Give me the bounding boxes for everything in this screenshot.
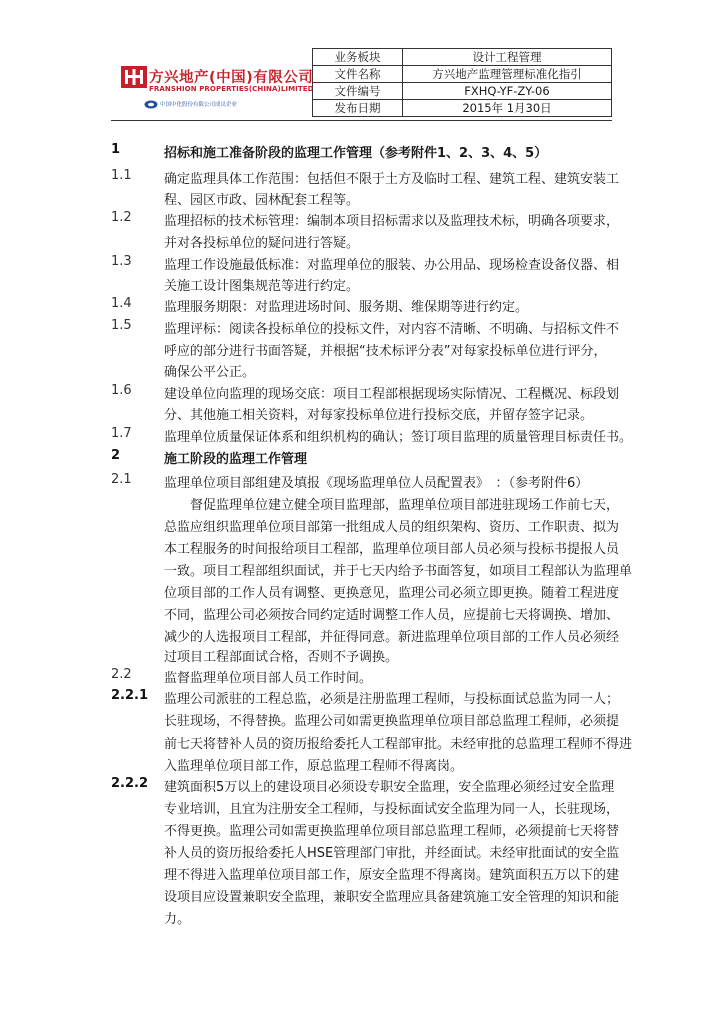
paragraph-line: 监理公司派驻的工程总监，必须是注册监理工程师，与投标面试总监为同一人； xyxy=(164,692,620,707)
paragraph-line: 并对各投标单位的疑问进行答疑。 xyxy=(164,236,360,251)
info-row xyxy=(313,66,612,83)
section-number: 2.2.2 xyxy=(111,776,149,791)
paragraph-line: 监理评标：阅读各投标单位的投标文件，对内容不清晰、不明确、与招标文件不 xyxy=(164,322,620,337)
section-number: 1.2 xyxy=(111,210,132,225)
section-number: 2.2 xyxy=(111,667,132,682)
paragraph-line: 设项目应设置兼职安全监理，兼职安全监理应具备建筑施工安全管理的知识和能 xyxy=(164,890,620,905)
logo-parent-company: 中国中化股份有限公司成员企业 xyxy=(160,102,238,108)
section-number: 1.7 xyxy=(111,426,132,441)
paragraph-line: 监理单位项目部组建及填报《现场监理单位人员配置表》 ：（参考附件6） xyxy=(164,476,589,491)
paragraph-line: 监理服务期限：对监理进场时间、服务期、维保期等进行约定。 xyxy=(164,300,529,315)
section-number: 1 xyxy=(111,142,121,157)
info-value: 2015年 1月30日 xyxy=(403,100,612,117)
section-number: 2.1 xyxy=(111,472,132,487)
logo-company-en: FRANSHION PROPERTIES(CHINA)LIMITED xyxy=(149,85,314,93)
paragraph-line: 本工程服务的时间报给项目工程部，监理单位项目部人员必须与投标书提报人员 xyxy=(164,542,620,557)
section-number: 1.3 xyxy=(111,254,132,269)
info-key: 文件名称 xyxy=(313,66,403,83)
paragraph-line: 减少的人选报项目工程部，并征得同意。新进监理单位项目部的工作人员必须经 xyxy=(164,630,620,645)
paragraph-line: 力。 xyxy=(164,912,191,927)
paragraph-line: 不同，监理公司必须按合同约定适时调整工作人员，应提前七天将调换、增加、 xyxy=(164,608,620,623)
company-logo xyxy=(111,48,312,118)
paragraph-line: 长驻现场，不得替换。监理公司如需更换监理单位项目部总监理工程师，必须提 xyxy=(164,714,620,729)
section-number: 1.5 xyxy=(111,318,132,333)
section-number: 2 xyxy=(111,448,121,463)
paragraph-line: 一致。项目工程部组织面试，并于七天内给予书面答复，如项目工程部认为监理单 xyxy=(164,564,633,579)
paragraph-line: 监理单位质量保证体系和组织机构的确认；签订项目监理的质量管理目标责任书。 xyxy=(164,430,633,445)
paragraph-line: 程、园区市政、园林配套工程等。 xyxy=(164,193,360,208)
section-heading: 招标和施工准备阶段的监理工作管理（参考附件1、2、3、4、5） xyxy=(164,146,548,161)
section-number: 1.6 xyxy=(111,383,132,398)
info-value: 设计工程管理 xyxy=(403,49,612,66)
section-number: 2.2.1 xyxy=(111,688,149,703)
paragraph-line: 分、其他施工相关资料，对每家投标单位进行投标交底，并留存签字记录。 xyxy=(164,408,594,423)
section-heading: 施工阶段的监理工作管理 xyxy=(164,452,308,467)
paragraph-line: 监理工作设施最低标准：对监理单位的服装、办公用品、现场检查设备仪器、相 xyxy=(164,258,620,273)
paragraph-line: 补人员的资历报给委托人HSE管理部门审批，并经面试。未经审批面试的安全监 xyxy=(164,846,620,861)
paragraph-line: 过项目工程部面试合格，否则不予调换。 xyxy=(164,650,399,665)
paragraph-line: 不得更换。监理公司如需更换监理单位项目部总监理工程师，必须提前七天将替 xyxy=(164,824,620,839)
paragraph-line: 总监应组织监理单位项目部第一批组成人员的组织架构、资历、工作职责、拟为 xyxy=(164,520,620,535)
paragraph-line: 位项目部的工作人员有调整、更换意见，监理公司必须立即更换。随着工程进度 xyxy=(164,586,620,601)
sinochem-icon xyxy=(144,100,158,109)
logo-company-cn: 方兴地产(中国)有限公司 xyxy=(149,70,314,86)
info-row xyxy=(313,83,612,100)
info-value: 方兴地产监理管理标准化指引 xyxy=(403,66,612,83)
section-number: 1.1 xyxy=(111,168,132,183)
info-row xyxy=(313,100,612,117)
paragraph-line: 督促监理单位建立健全项目监理部，监理单位项目部进驻现场工作前七天， xyxy=(164,498,620,513)
paragraph-line: 建筑面积5万以上的建设项目必须设专职安全监理，安全监理必须经过安全监理 xyxy=(164,780,615,795)
paragraph-line: 理不得进入监理单位项目部工作，原安全监理不得离岗。建筑面积五万以下的建 xyxy=(164,868,620,883)
paragraph-line: 关施工设计图集规范等进行约定。 xyxy=(164,279,360,294)
paragraph-line: 专业培训，且宜为注册安全工程师，与投标面试安全监理为同一人，长驻现场， xyxy=(164,802,620,817)
paragraph-line: 呼应的部分进行书面答疑，并根据“技术标评分表”对每家投标单位进行评分， xyxy=(164,344,607,359)
paragraph-line: 前七天将替补人员的资历报给委托人工程部审批。未经审批的总监理工程师不得进 xyxy=(164,737,633,752)
paragraph-line: 确定监理具体工作范围：包括但不限于土方及临时工程、建筑工程、建筑安装工 xyxy=(164,172,620,187)
header-divider xyxy=(111,120,612,121)
paragraph-line: 入监理单位项目部工作，原总监理工程师不得离岗。 xyxy=(164,759,464,774)
document-info-table xyxy=(312,48,612,117)
section-number: 1.4 xyxy=(111,296,132,311)
info-value: FXHQ-YF-ZY-06 xyxy=(403,83,612,100)
paragraph-line: 监督监理单位项目部人员工作时间。 xyxy=(164,671,373,686)
paragraph-line: 建设单位向监理的现场交底：项目工程部根据现场实际情况、工程概况、标段划 xyxy=(164,387,620,402)
paragraph-line: 确保公平公正。 xyxy=(164,365,256,380)
info-key: 发布日期 xyxy=(313,100,403,117)
info-row xyxy=(313,49,612,66)
info-key: 文件编号 xyxy=(313,83,403,100)
franshion-logo-icon xyxy=(121,66,147,88)
paragraph-line: 监理招标的技术标管理：编制本项目招标需求以及监理技术标，明确各项要求， xyxy=(164,214,620,229)
info-key: 业务板块 xyxy=(313,49,403,66)
